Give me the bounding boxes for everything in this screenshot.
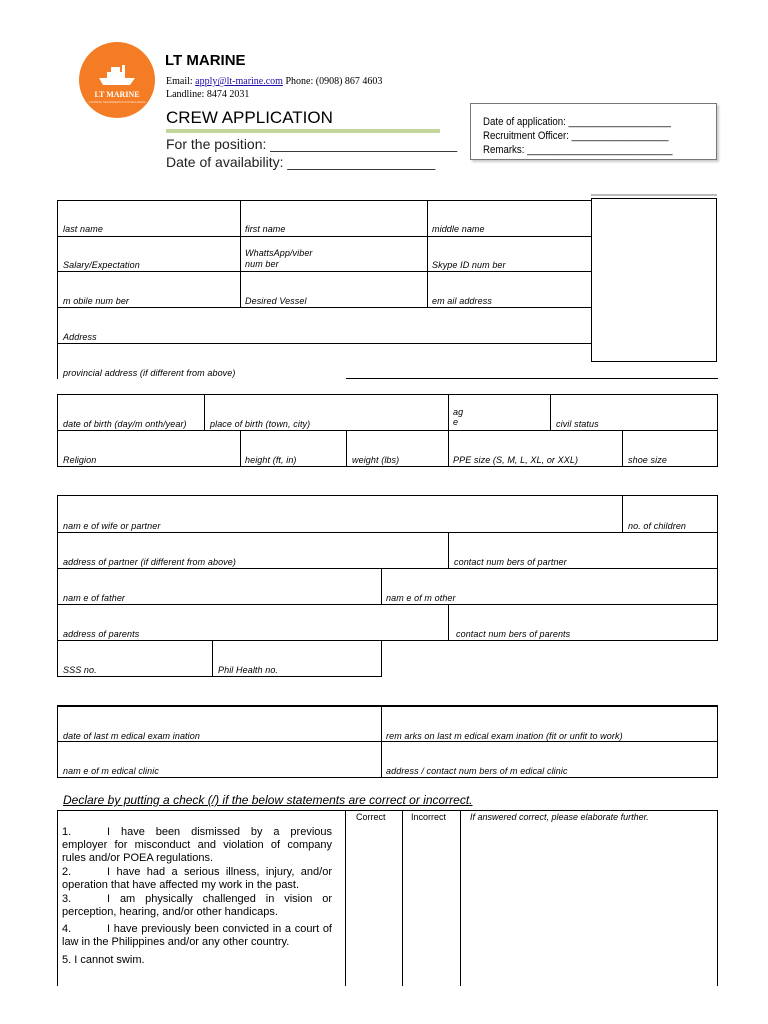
position-fields xyxy=(166,135,457,171)
statement-3-num: 3. xyxy=(62,893,72,905)
statement-4-text: I have previously been convicted in a court of law in the Philippines and/or any other country. xyxy=(62,923,332,948)
salary-field[interactable]: Salary/Expectation xyxy=(63,260,140,270)
declaration-instruction: Declare by putting a check (/) if the below statements are correct or incorrect. xyxy=(63,793,473,807)
parents-address-field[interactable]: address of parents xyxy=(63,629,140,639)
middle-name-field[interactable]: middle name xyxy=(432,224,485,234)
sss-field[interactable]: SSS no. xyxy=(63,665,97,675)
availability-field[interactable]: Date of availability: ___________________ xyxy=(166,154,436,170)
landline: Landline: 8474 2031 xyxy=(166,89,250,100)
whatsapp-label-2: num ber xyxy=(245,259,279,269)
email-link[interactable]: apply@lt-marine.com xyxy=(195,76,283,87)
partner-address-field[interactable]: address of partner (if different from above) xyxy=(63,557,236,567)
contact-info xyxy=(166,75,382,101)
statement-5: 5. I cannot swim. xyxy=(62,954,145,966)
statement-2 xyxy=(62,866,332,892)
dob-field[interactable]: date of birth (day/m onth/year) xyxy=(63,419,187,429)
age-field[interactable] xyxy=(453,407,463,427)
date-of-application-field[interactable]: Date of application: ___________________ xyxy=(483,116,671,128)
photo-box-top xyxy=(591,194,717,196)
email-field[interactable]: em ail address xyxy=(432,296,492,306)
company-logo xyxy=(79,42,155,118)
position-field[interactable]: For the position: ________________________ xyxy=(166,136,458,152)
col-incorrect: Incorrect xyxy=(411,812,447,822)
exam-remarks-field[interactable]: rem arks on last m edical exam ination (fit or unfit to work) xyxy=(386,731,623,741)
civil-status-field[interactable]: civil status xyxy=(556,419,599,429)
age-label-1: ag xyxy=(453,407,464,417)
shoe-size-field[interactable]: shoe size xyxy=(628,455,667,465)
last-exam-field[interactable]: date of last m edical exam ination xyxy=(63,731,200,741)
remarks-field[interactable]: Remarks: ___________________________ xyxy=(483,144,673,156)
logo-tagline: LANDING SEAFARERS IN EXCELLENCE xyxy=(88,100,146,104)
philhealth-field[interactable]: Phil Health no. xyxy=(218,665,279,675)
vessel-field[interactable]: Desired Vessel xyxy=(245,296,307,306)
provincial-address-field[interactable]: provincial address (if different from above) xyxy=(63,368,236,378)
statement-4 xyxy=(62,923,332,949)
ship-icon xyxy=(97,64,137,86)
age-label-2: e xyxy=(453,417,459,427)
whatsapp-field[interactable] xyxy=(245,248,313,269)
ppe-size-field[interactable]: PPE size (S, M, L, XL, or XXL) xyxy=(453,455,579,465)
parents-contact-field[interactable]: contact num bers of parents xyxy=(456,629,571,639)
father-name-field[interactable]: nam e of father xyxy=(63,593,126,603)
children-field[interactable]: no. of children xyxy=(628,521,687,531)
clinic-address-field[interactable]: address / contact num bers of m edical clinic xyxy=(386,766,568,776)
wife-name-field[interactable]: nam e of wife or partner xyxy=(63,521,161,531)
first-name-field[interactable]: first name xyxy=(245,224,286,234)
title-underline xyxy=(166,129,440,133)
statement-3 xyxy=(62,893,332,919)
photo-box[interactable] xyxy=(591,198,717,362)
last-name-field[interactable]: last name xyxy=(63,224,103,234)
statement-1 xyxy=(62,826,332,865)
address-field[interactable]: Address xyxy=(63,332,97,342)
pob-field[interactable]: place of birth (town, city) xyxy=(210,419,311,429)
phone: Phone: (0908) 867 4603 xyxy=(285,76,383,87)
office-use-box xyxy=(470,103,717,160)
logo-text: LT MARINE xyxy=(94,90,140,99)
statement-4-num: 4. xyxy=(62,923,72,935)
weight-field[interactable]: weight (lbs) xyxy=(352,455,400,465)
col-correct: Correct xyxy=(356,812,386,822)
col-elaborate: If answered correct, please elaborate further. xyxy=(470,812,649,822)
statement-3-text: I am physically challenged in vision or perception, hearing, and/or other handicaps. xyxy=(62,893,332,918)
mobile-field[interactable]: m obile num ber xyxy=(63,296,130,306)
statement-1-num: 1. xyxy=(62,826,72,838)
religion-field[interactable]: Religion xyxy=(63,455,97,465)
whatsapp-label-1: WhattsApp/viber xyxy=(245,248,313,258)
form-title: CREW APPLICATION xyxy=(166,108,333,127)
skype-field[interactable]: Skype ID num ber xyxy=(432,260,506,270)
statement-2-text: I have had a serious illness, injury, and/or operation that have affected my work in the past. xyxy=(62,866,332,891)
clinic-name-field[interactable]: nam e of m edical clinic xyxy=(63,766,159,776)
height-field[interactable]: height (ft, in) xyxy=(245,455,297,465)
statement-1-text: I have been dismissed by a previous employer for misconduct and violation of company rules and/or POEA regulations. xyxy=(62,826,332,864)
company-name: LT MARINE xyxy=(165,52,246,69)
statement-2-num: 2. xyxy=(62,866,72,878)
email-label: Email: xyxy=(166,76,193,87)
recruitment-officer-field[interactable]: Recruitment Officer: __________________ xyxy=(483,130,669,142)
mother-name-field[interactable]: nam e of m other xyxy=(386,593,456,603)
partner-contact-field[interactable]: contact num bers of partner xyxy=(454,557,567,567)
